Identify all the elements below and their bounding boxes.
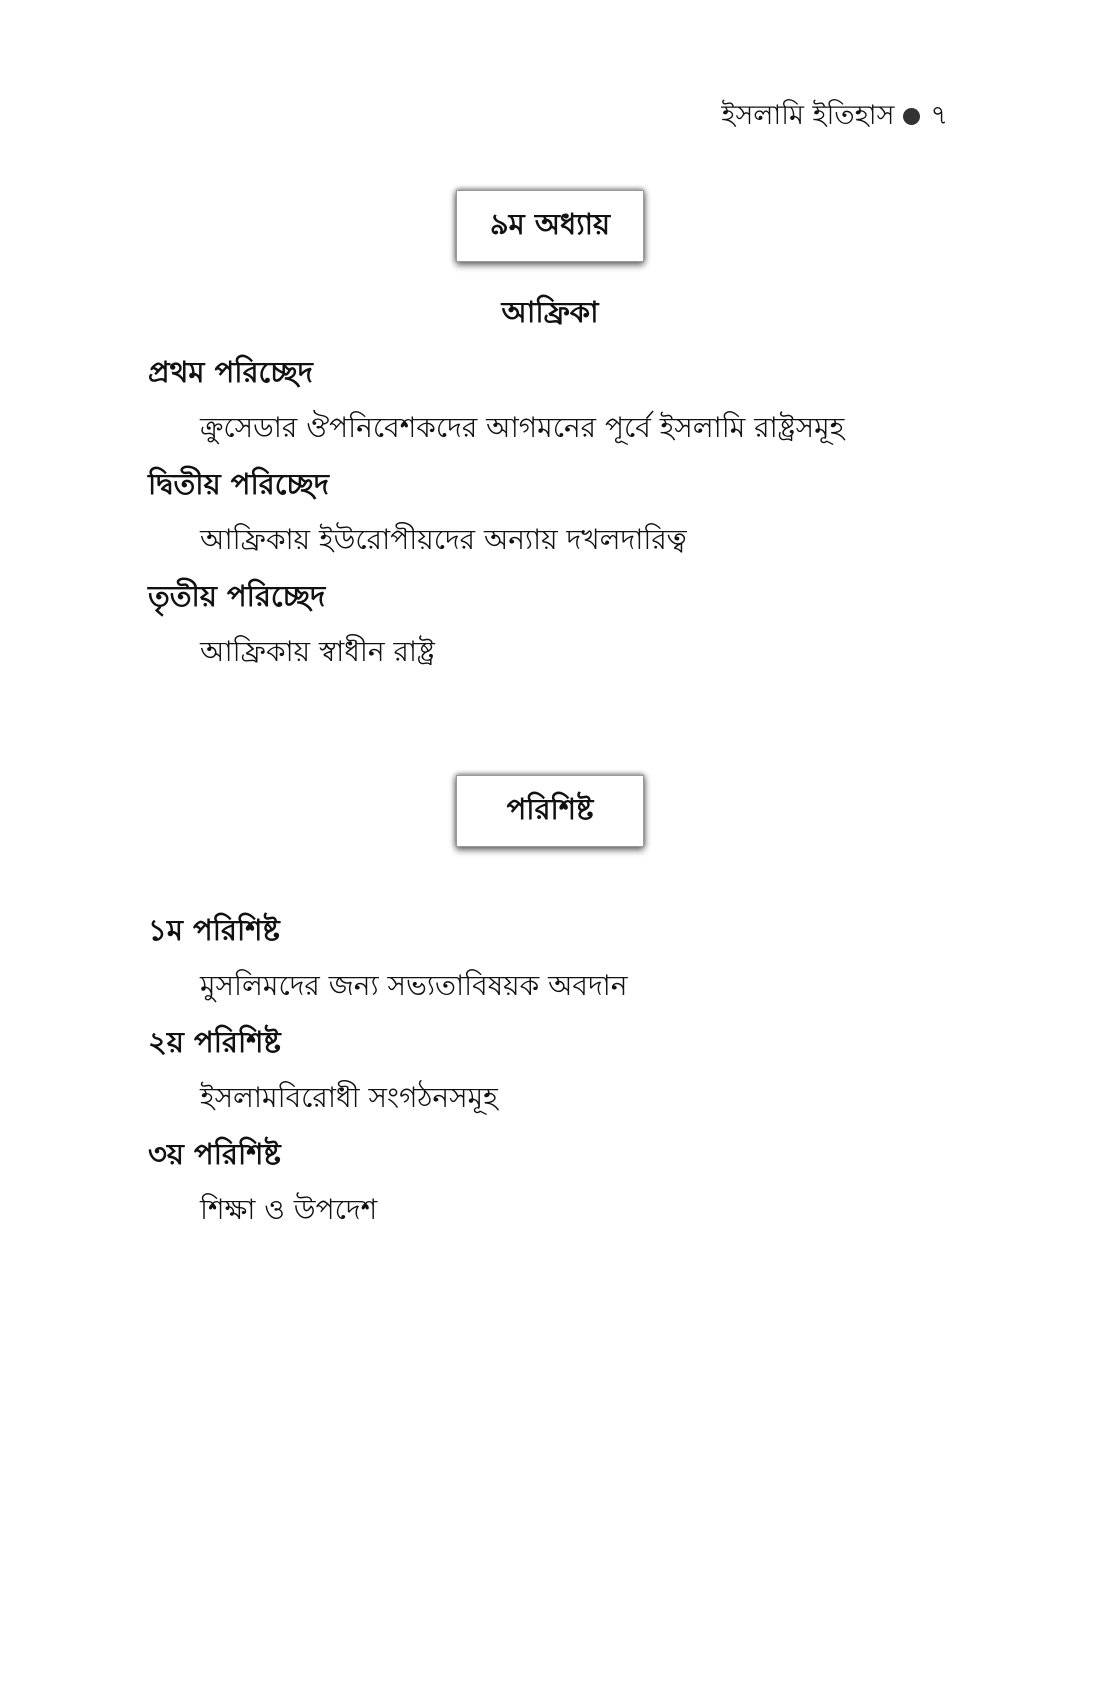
section-heading: দ্বিতীয় পরিচ্ছেদ bbox=[148, 467, 330, 501]
section-heading: প্রথম পরিচ্ছেদ bbox=[148, 355, 313, 389]
section-title: আফ্রিকায় স্বাধীন রাষ্ট্র bbox=[200, 635, 435, 668]
chapter-label: ৯ম অধ্যায় bbox=[489, 206, 611, 241]
chapter-section-list bbox=[148, 352, 1028, 688]
appendix-title: মুসলিমদের জন্য সভ্যতাবিষয়ক অবদান bbox=[200, 969, 628, 1002]
bullet-dot-icon bbox=[903, 108, 920, 125]
appendix-heading: ১ম পরিশিষ্ট bbox=[148, 913, 280, 947]
chapter-label-box bbox=[456, 190, 644, 262]
appendix-heading: ২য় পরিশিষ্ট bbox=[148, 1025, 281, 1059]
appendix-section-list bbox=[148, 910, 1028, 1246]
section-title: আফ্রিকায় ইউরোপীয়দের অন্যায় দখলদারিত্ব bbox=[200, 523, 687, 556]
appendix-title: শিক্ষা ও উপদেশ bbox=[200, 1193, 378, 1226]
appendix-label: পরিশিষ্ট bbox=[506, 791, 594, 826]
appendix-heading: ৩য় পরিশিষ্ট bbox=[148, 1137, 281, 1171]
page-number: ৭ bbox=[930, 100, 948, 131]
chapter-title: আফ্রিকা bbox=[501, 295, 599, 329]
book-title: ইসলামি ইতিহাস bbox=[721, 100, 895, 131]
section-title: ক্রুসেডার ঔপনিবেশকদের আগমনের পূর্বে ইসলামি রাষ্ট্রসমূহ bbox=[200, 411, 845, 444]
appendix-title: ইসলামবিরোধী সংগঠনসমূহ bbox=[200, 1081, 498, 1114]
section-heading: তৃতীয় পরিচ্ছেদ bbox=[148, 579, 326, 613]
running-header bbox=[721, 98, 948, 134]
appendix-label-box bbox=[456, 775, 644, 847]
